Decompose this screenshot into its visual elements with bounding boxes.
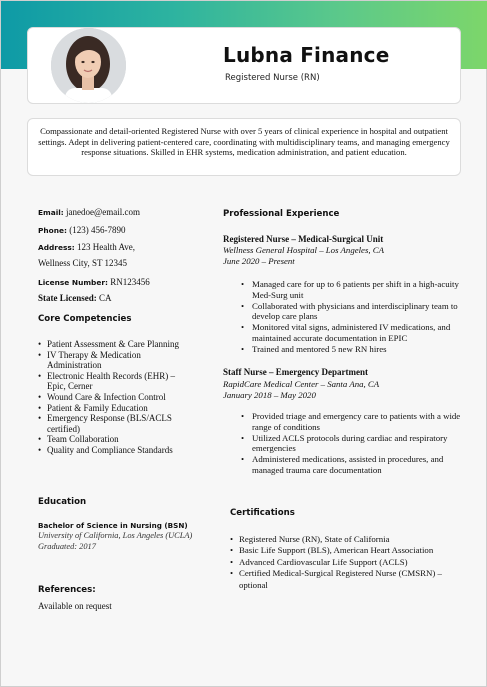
job-2-dates: January 2018 – May 2020 (223, 390, 316, 400)
license-label: License Number: (38, 278, 108, 287)
list-item: • Registered Nurse (RN), State of California (230, 534, 466, 545)
list-item: • Basic Life Support (BLS), American Heart Association (230, 545, 466, 556)
experience-heading: Professional Experience (223, 209, 340, 219)
contact-address-2 (38, 258, 127, 269)
references-text: Available on request (38, 601, 112, 611)
contact-address (38, 242, 135, 253)
certifications-heading: Certifications (230, 508, 295, 518)
license-value: RN123456 (110, 277, 150, 287)
list-item: • Monitored vital signs, administered IV medications, and maintained accurate documentation in EPIC (241, 322, 463, 343)
list-item: • Managed care for up to 6 patients per shift in a high-acuity Med-Surg unit (241, 279, 463, 300)
job-1-dates: June 2020 – Present (223, 256, 295, 266)
summary-box (27, 118, 461, 176)
list-item: • Quality and Compliance Standards (38, 445, 183, 456)
job-2-bullets (241, 411, 467, 476)
list-item: • Administered medications, assisted in procedures, and managed trauma care documentation (241, 454, 467, 475)
references-heading: References: (38, 585, 96, 595)
job-1-employer: Wellness General Hospital – Los Angeles, CA (223, 245, 385, 255)
state-label: State Licensed: (38, 293, 97, 303)
competencies-list (38, 339, 183, 456)
email-label: Email: (38, 208, 64, 217)
job-title: Registered Nurse (RN) (225, 73, 320, 83)
list-item: • Patient Assessment & Care Planning (38, 339, 183, 350)
profile-photo (51, 28, 126, 103)
list-item: • Provided triage and emergency care to patients with a wide range of conditions (241, 411, 467, 432)
contact-email (38, 207, 140, 218)
job-1-title: Registered Nurse – Medical-Surgical Unit (223, 234, 384, 244)
phone-label: Phone: (38, 226, 67, 235)
email-value[interactable]: janedoe@email.com (66, 207, 141, 217)
graduation-date: Graduated: 2017 (38, 541, 96, 551)
job-2-employer: RapidCare Medical Center – Santa Ana, CA (223, 379, 380, 389)
education-entry (38, 521, 208, 553)
list-item: • Certified Medical-Surgical Registered Nurse (CMSRN) – optional (230, 568, 466, 591)
job-1-bullets (241, 279, 463, 355)
avatar-portrait-icon (51, 28, 126, 103)
contact-phone (38, 225, 126, 236)
list-item: • Advanced Cardiovascular Life Support (ACLS) (230, 557, 466, 568)
list-item: • Patient & Family Education (38, 403, 183, 414)
list-item: • Team Collaboration (38, 434, 183, 445)
job-2-title: Staff Nurse – Emergency Department (223, 367, 368, 377)
education-heading: Education (38, 497, 87, 507)
state-value: CA (99, 293, 112, 303)
contact-state (38, 293, 112, 304)
list-item: • Wound Care & Infection Control (38, 392, 183, 403)
summary-text: Compassionate and detail-oriented Registered Nurse with over 5 years of clinical experience in hospital and outpatient settings. Adept in delivering patient-centered care, coordinating with multidisciplinary teams, and managing emergency response situations. Skilled in EHR systems, medication administration, and patient education. (38, 126, 450, 158)
list-item: • Trained and mentored 5 new RN hires (241, 344, 463, 355)
address-line2: Wellness City, ST 12345 (38, 258, 128, 268)
list-item: • Emergency Response (BLS/ACLS certified) (38, 413, 183, 434)
list-item: • IV Therapy & Medication Administration (38, 350, 183, 371)
degree: Bachelor of Science in Nursing (BSN) (38, 521, 188, 530)
list-item: • Utilized ACLS protocols during cardiac and respiratory emergencies (241, 433, 467, 454)
address-line1: 123 Health Ave, (76, 242, 136, 252)
school: University of California, Los Angeles (UCLA) (38, 531, 193, 540)
list-item: • Collaborated with physicians and interdisciplinary team to develop care plans (241, 301, 463, 322)
address-label: Address: (38, 243, 75, 252)
contact-license (38, 277, 150, 288)
phone-value: (123) 456-7890 (69, 225, 126, 235)
competencies-heading: Core Competencies (38, 314, 132, 324)
candidate-name: Lubna Finance (223, 43, 390, 67)
certifications-list (230, 534, 466, 591)
list-item: • Electronic Health Records (EHR) – Epic, Cerner (38, 371, 183, 392)
